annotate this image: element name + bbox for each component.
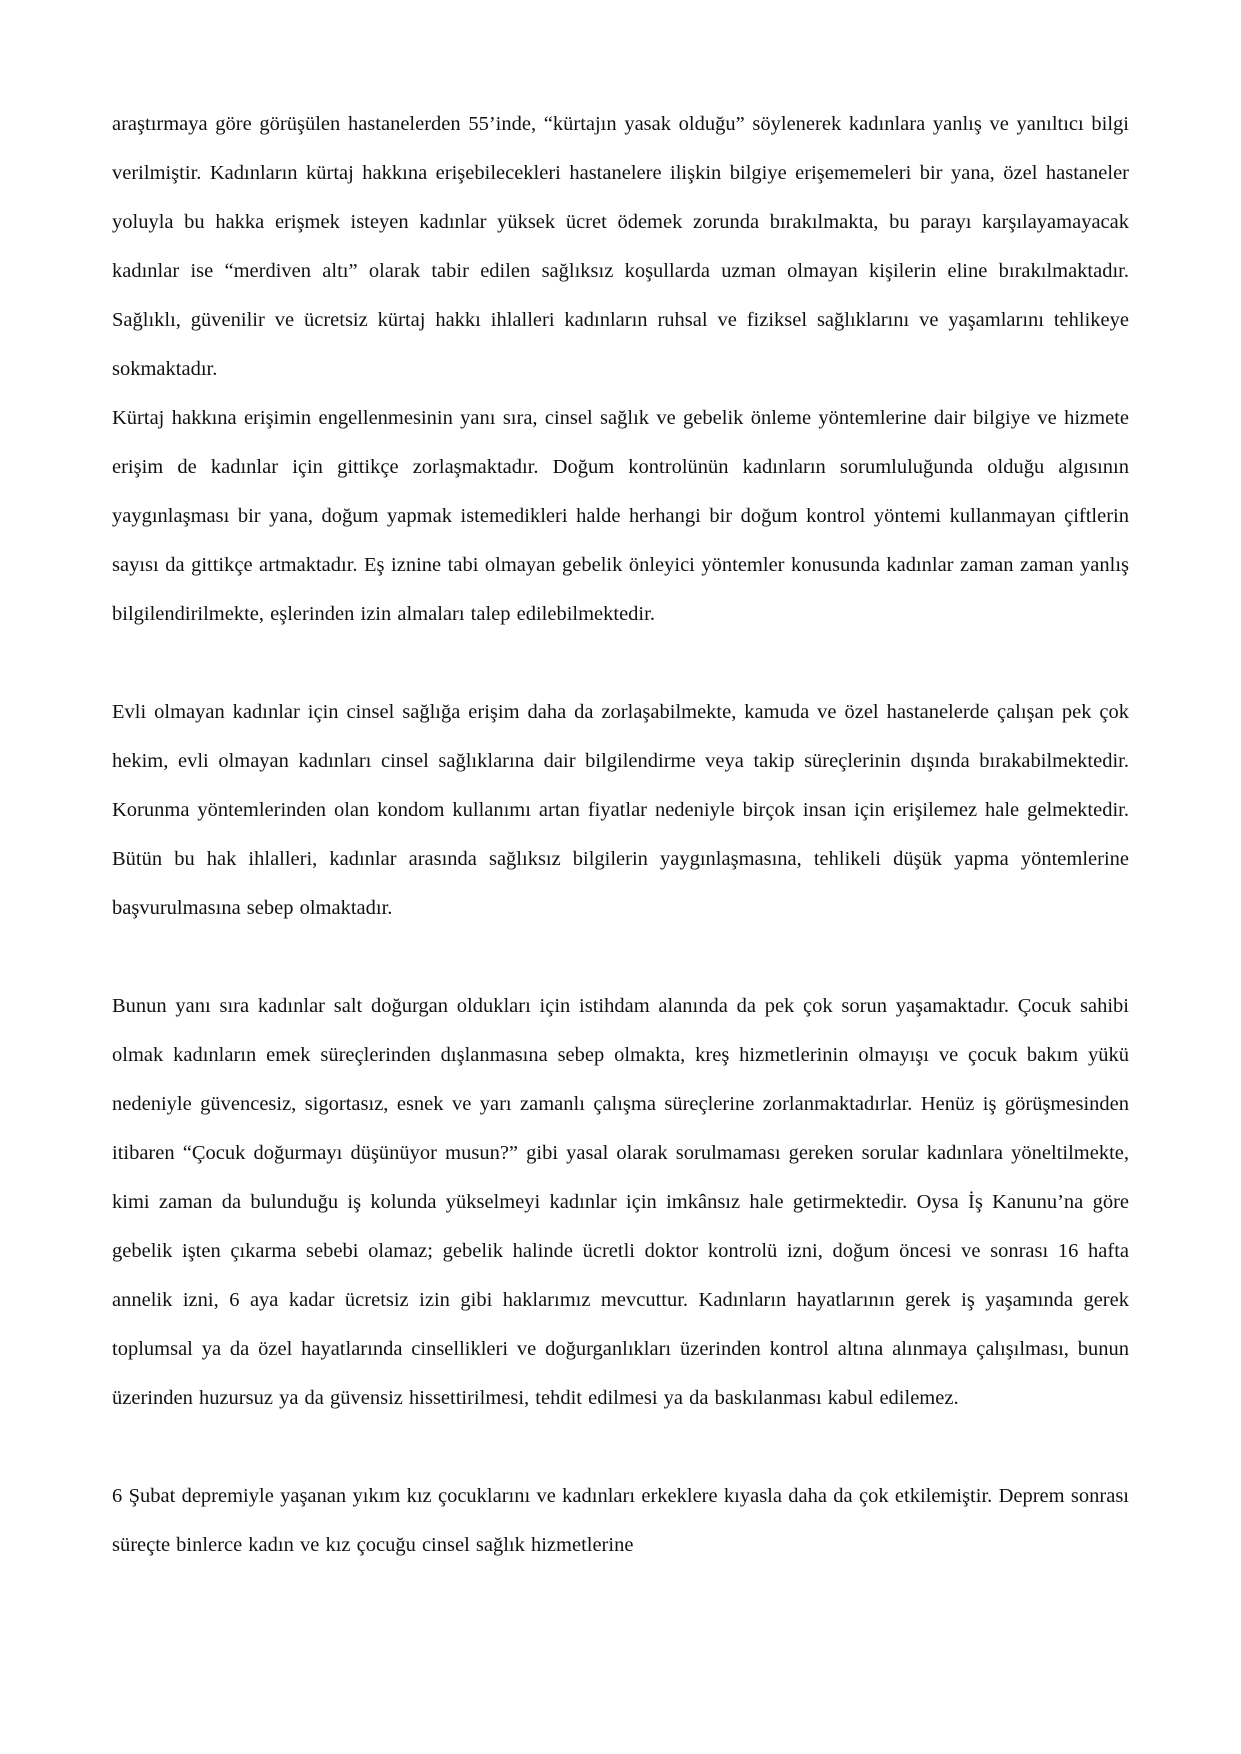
- paragraph-employment-discrimination: Bunun yanı sıra kadınlar salt doğurgan oldukları için istihdam alanında da pek çok sorun yaşamaktadır. Çocuk sahibi olmak kadınların emek süreçlerinden dışlanmasına sebep olmakta, kreş hizmetlerinin olmayışı ve çocuk bakım yükü nedeniyle güvencesiz, sigortasız, esnek ve yarı zamanlı çalışma süreçlerine zorlanmaktadırlar. Henüz iş görüşmesinden itibaren “Çocuk doğurmayı düşünüyor musun?” gibi yasal olarak sorulmaması gereken sorular kadınlara yöneltilmekte, kimi zaman da bulunduğu iş kolunda yükselmeyi kadınlar için imkânsız hale getirmektedir. Oysa İş Kanunu’na göre gebelik işten çıkarma sebebi olamaz; gebelik halinde ücretli doktor kontrolü izni, doğum öncesi ve sonrası 16 hafta annelik izni, 6 aya kadar ücretsiz izin gibi haklarımız mevcuttur. Kadınların hayatlarının gerek iş yaşamında gerek toplumsal ya da özel hayatlarında cinsellikleri ve doğurganlıkları üzerinden kontrol altına alınmaya çalışılması, bunun üzerinden huzursuz ya da güvensiz hissettirilmesi, tehdit edilmesi ya da baskılanması kabul edilemez.: [112, 995, 1129, 1409]
- paragraph-unmarried-women-health: Evli olmayan kadınlar için cinsel sağlığa erişim daha da zorlaşabilmekte, kamuda ve özel hastanelerde çalışan pek çok hekim, evli olmayan kadınları cinsel sağlıklarına dair bilgilendirme veya takip süreçlerinin dışında bırakabilmektedir. Korunma yöntemlerinden olan kondom kullanımı artan fiyatlar nedeniyle birçok insan için erişilemez hale gelmektedir. Bütün bu hak ihlalleri, kadınlar arasında sağlıksız bilgilerin yaygınlaşmasına, tehlikeli düşük yapma yöntemlerine başvurulmasına sebep olmaktadır.: [112, 701, 1129, 919]
- paragraph-earthquake-impact: 6 Şubat depremiyle yaşanan yıkım kız çocuklarını ve kadınları erkeklere kıyasla daha da çok etkilemiştir. Deprem sonrası süreçte binlerce kadın ve kız çocuğu cinsel sağlık hizmetlerine: [112, 1485, 1129, 1556]
- document-body: [112, 100, 1129, 1570]
- paragraph-contraception-access: Kürtaj hakkına erişimin engellenmesinin yanı sıra, cinsel sağlık ve gebelik önleme yöntemlerine dair bilgiye ve hizmete erişim de kadınlar için gittikçe zorlaşmaktadır. Doğum kontrolünün kadınların sorumluluğunda olduğu algısının yaygınlaşması bir yana, doğum yapmak istemedikleri halde herhangi bir doğum kontrol yöntemi kullanmayan çiftlerin sayısı da gittikçe artmaktadır. Eş iznine tabi olmayan gebelik önleyici yöntemler konusunda kadınlar zaman zaman yanlış bilgilendirilmekte, eşlerinden izin almaları talep edilebilmektedir.: [112, 407, 1129, 625]
- paragraph-abortion-access: araştırmaya göre görüşülen hastanelerden 55’inde, “kürtajın yasak olduğu” söylenerek kadınlara yanlış ve yanıltıcı bilgi verilmiştir. Kadınların kürtaj hakkına erişebilecekleri hastanelere ilişkin bilgiye erişememeleri bir yana, özel hastaneler yoluyla bu hakka erişmek isteyen kadınlar yüksek ücret ödemek zorunda bırakılmakta, bu parayı karşılayamayacak kadınlar ise “merdiven altı” olarak tabir edilen sağlıksız koşullarda uzman olmayan kişilerin eline bırakılmaktadır. Sağlıklı, güvenilir ve ücretsiz kürtaj hakkı ihlalleri kadınların ruhsal ve fiziksel sağlıklarını ve yaşamlarını tehlikeye sokmaktadır.: [112, 113, 1129, 380]
